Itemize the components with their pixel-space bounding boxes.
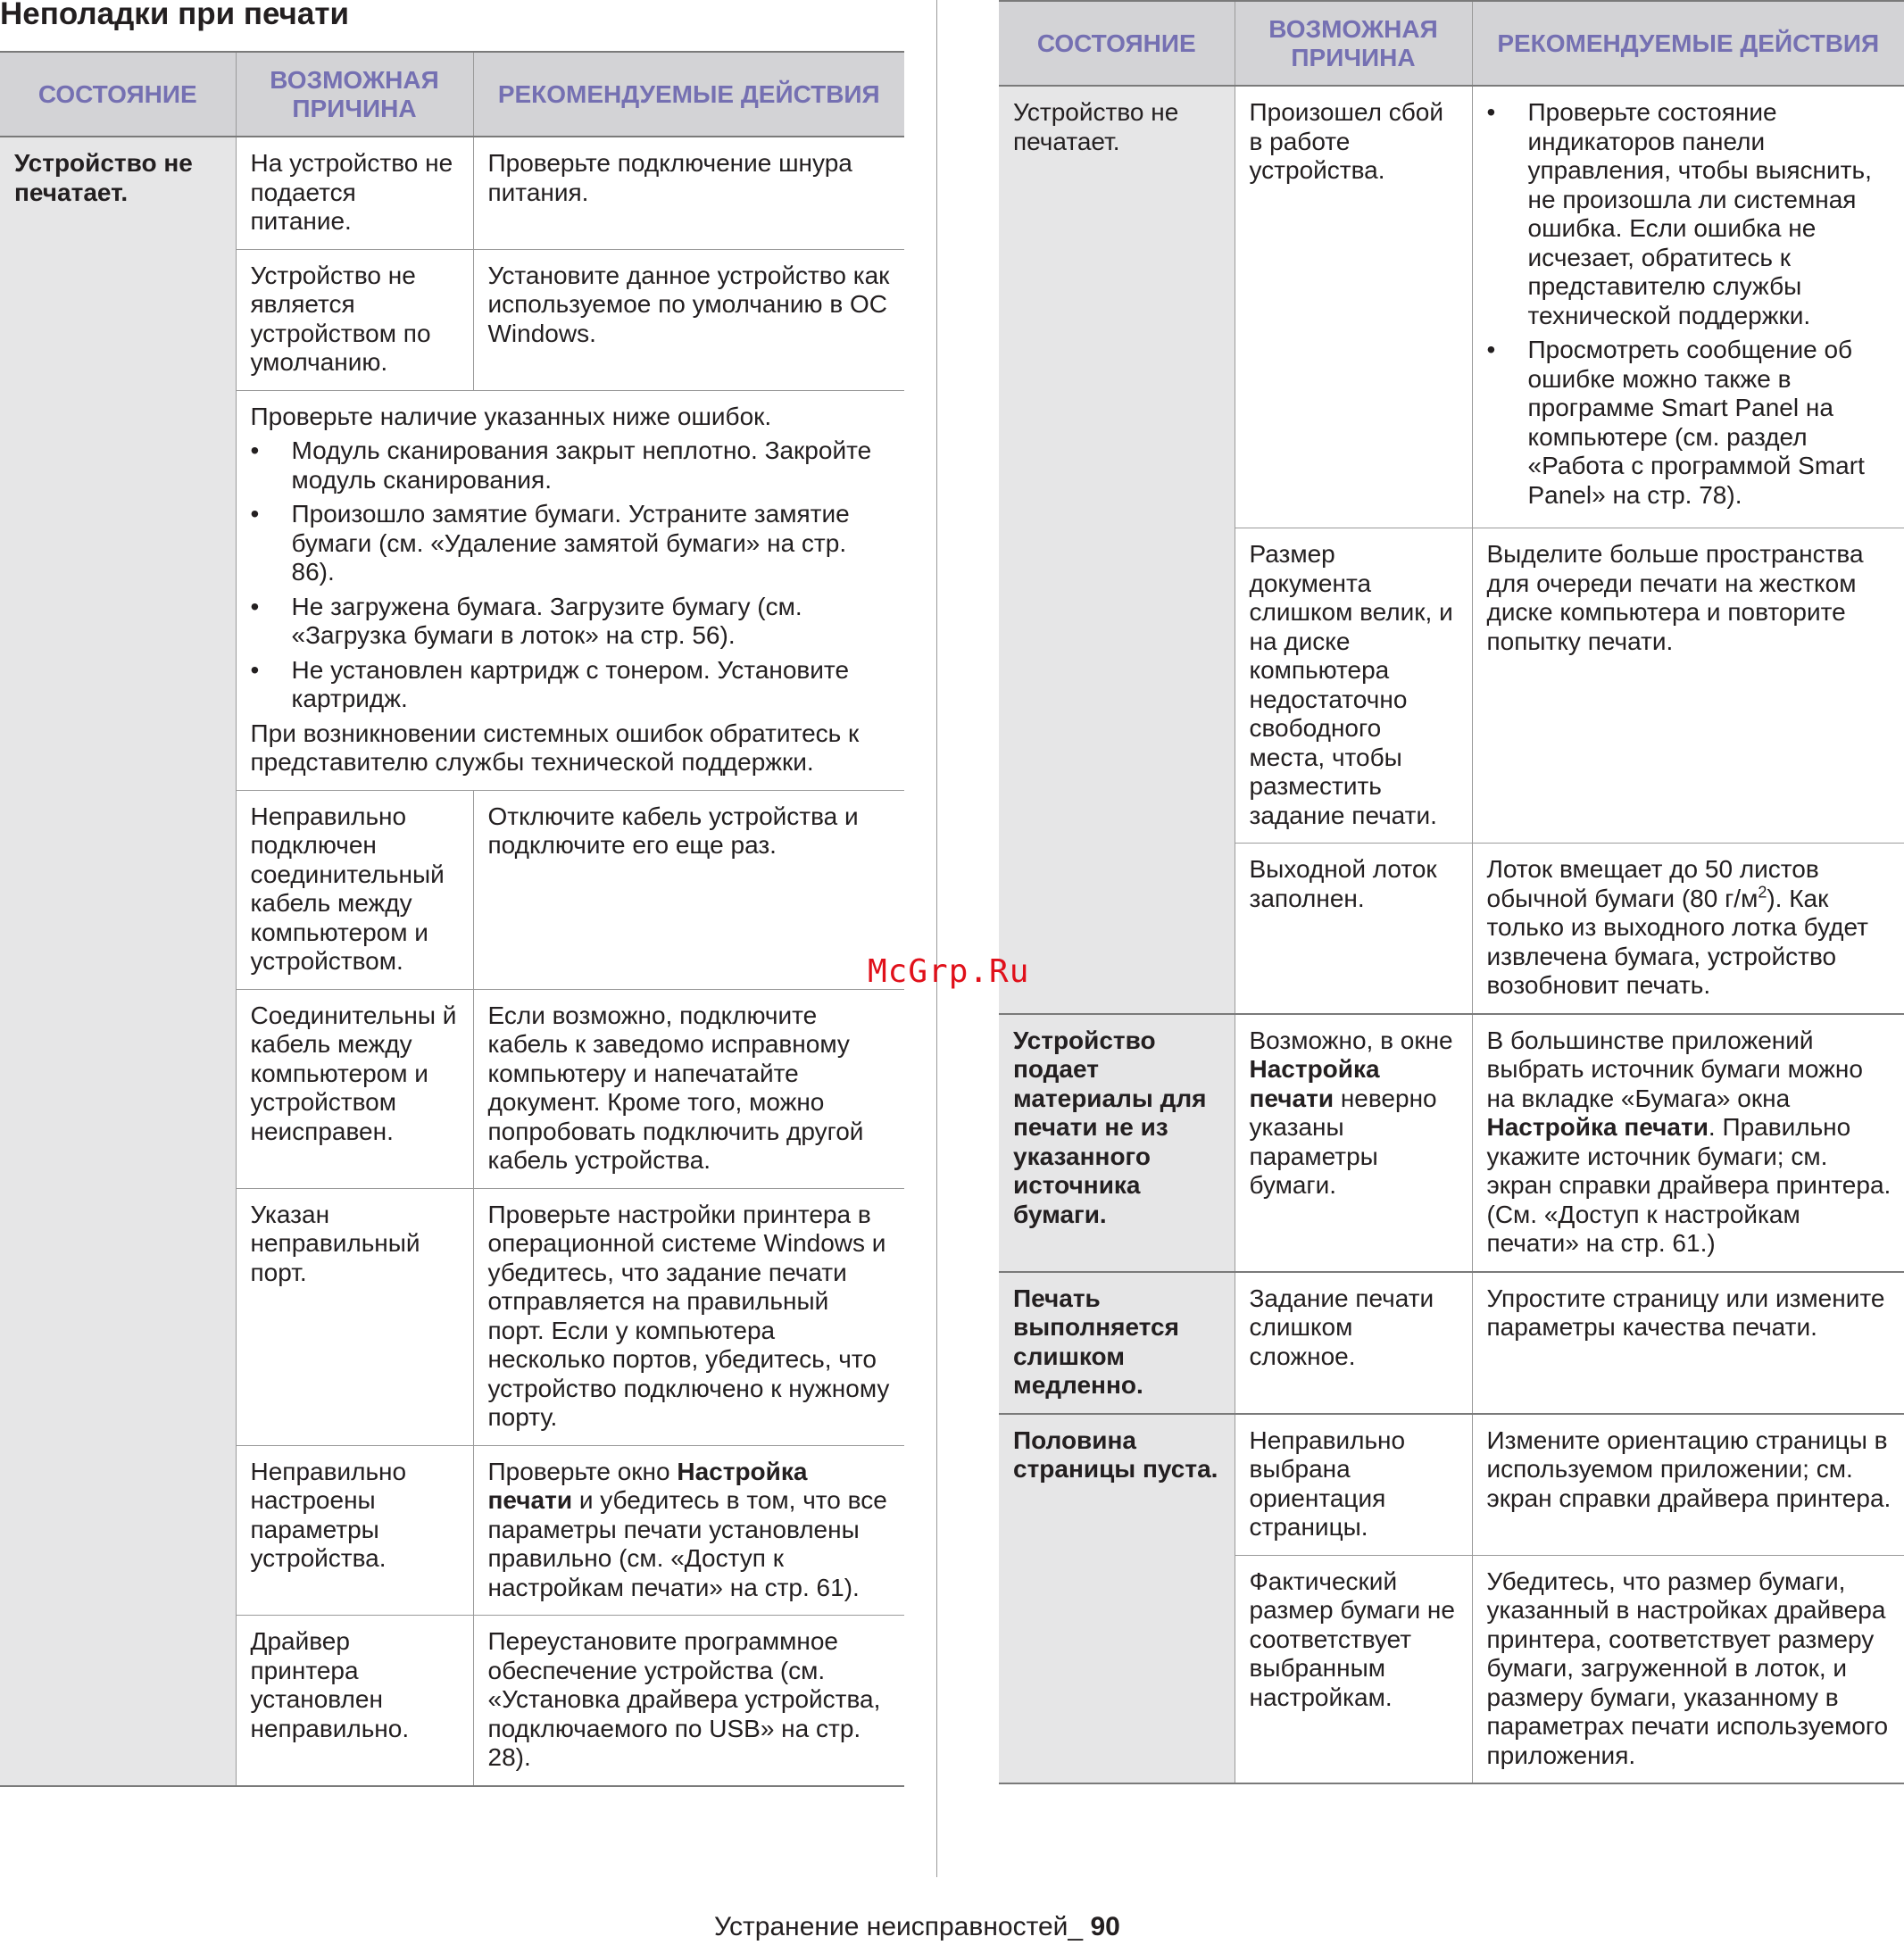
state-cell: Устройство не печатает.: [999, 86, 1235, 1014]
action-cell: [1472, 844, 1904, 1014]
header-cause: ВОЗМОЖНАЯ ПРИЧИНА: [1235, 1, 1472, 86]
errors-intro: Проверьте наличие указанных ниже ошибок.: [250, 402, 772, 430]
table-row: [999, 1414, 1904, 1556]
errors-outro: При возникновении системных ошибок обратитесь к представителю службы технической поддержки.: [250, 719, 860, 776]
cause-cell: Указан неправильный порт.: [236, 1188, 473, 1445]
list-item: • Произошло замятие бумаги. Устраните замятие бумаги (см. «Удаление замятой бумаги» на стр. 86).: [251, 500, 893, 587]
cause-cell: Задание печати слишком сложное.: [1235, 1272, 1472, 1414]
cause-cell: Неправильно подключен соединительный кабель между компьютером и устройством.: [236, 790, 473, 989]
page-footer: [714, 1912, 1120, 1942]
header-actions: РЕКОМЕНДУЕМЫЕ ДЕЙСТВИЯ: [1472, 1, 1904, 86]
list-item: • Не установлен картридж с тонером. Установите картридж.: [251, 656, 893, 714]
errors-list: [251, 436, 893, 714]
action-cell: Убедитесь, что размер бумаги, указанный в настройках драйвера принтера, соответствует размеру бумаги, загруженной в лоток, и размеру бумаги, указанному в параметрах печати используемого приложения.: [1472, 1555, 1904, 1783]
action-cell: Установите данное устройство как используемое по умолчанию в ОС Windows.: [473, 249, 904, 390]
cause-cell: На устройство не подается питание.: [236, 137, 473, 249]
dialog-name: Настройка печати: [1249, 1055, 1380, 1112]
action-cell: Переустановите программное обеспечение устройства (см. «Установка драйвера устройства, подключаемого по USB» на стр. 28).: [473, 1616, 904, 1786]
table-header-row: [0, 52, 904, 137]
header-actions: РЕКОМЕНДУЕМЫЕ ДЕЙСТВИЯ: [473, 52, 904, 137]
action-cell: [1472, 86, 1904, 528]
print-problems-table-right: [999, 0, 1904, 1784]
action-cell: Проверьте подключение шнура питания.: [473, 137, 904, 249]
dialog-name: Настройка печати: [487, 1457, 808, 1514]
action-cell: Выделите больше пространства для очереди печати на жестком диске компьютера и повторите попытку печати.: [1472, 528, 1904, 844]
action-text: . Правильно укажите источник бумаги; см. экран справки драйвера принтера. (См. «Доступ к настройкам печати» на стр. 61.): [1486, 1113, 1892, 1257]
action-text: и убедитесь в том, что все параметры печати установлены правильно (см. «Доступ к настройкам печати» на стр. 61).: [487, 1486, 887, 1601]
cause-cell: [1235, 1014, 1472, 1272]
cause-cell: Драйвер принтера установлен неправильно.: [236, 1616, 473, 1786]
action-cell: Отключите кабель устройства и подключите его еще раз.: [473, 790, 904, 989]
column-divider: [936, 0, 937, 1877]
print-problems-table-left: [0, 51, 904, 1787]
errors-cell: [236, 390, 904, 790]
header-state: СОСТОЯНИЕ: [0, 52, 236, 137]
table-row: [999, 86, 1904, 528]
footer-section: Устранение неисправностей_: [714, 1912, 1084, 1941]
list-item: • Не загружена бумага. Загрузите бумагу (см. «Загрузка бумаги в лоток» на стр. 56).: [251, 593, 893, 651]
action-cell: [1472, 1014, 1904, 1272]
cause-cell: Соединительны й кабель между компьютером и устройством неисправен.: [236, 989, 473, 1188]
state-cell: Печать выполняется слишком медленно.: [999, 1272, 1235, 1414]
cause-cell: Неправильно выбрана ориентация страницы.: [1235, 1414, 1472, 1556]
action-cell: Проверьте настройки принтера в операционной системе Windows и убедитесь, что задание печати отправляется на правильный порт. Если у компьютера несколько портов, убедитесь, что устройство подключено к нужному порту.: [473, 1188, 904, 1445]
table-row: [999, 1014, 1904, 1272]
page-number: 90: [1090, 1912, 1120, 1941]
watermark: McGrp.Ru: [868, 953, 1030, 990]
action-cell: [473, 1445, 904, 1616]
cause-cell: Выходной лоток заполнен.: [1235, 844, 1472, 1014]
dialog-name: Настройка печати: [1486, 1113, 1709, 1141]
cause-cell: Размер документа слишком велик, и на диске компьютера недостаточно свободного места, чтобы разместить задание печати.: [1235, 528, 1472, 844]
table-header-row: [999, 1, 1904, 86]
action-text: Проверьте окно: [487, 1457, 678, 1485]
action-cell: Упростите страницу или измените параметры качества печати.: [1472, 1272, 1904, 1414]
state-cell: Устройство подает материалы для печати не из указанного источника бумаги.: [999, 1014, 1235, 1272]
header-cause: ВОЗМОЖНАЯ ПРИЧИНА: [236, 52, 473, 137]
cause-cell: Устройство не является устройством по умолчанию.: [236, 249, 473, 390]
cause-text: неверно указаны параметры бумаги.: [1249, 1084, 1437, 1199]
action-text: ). Как только из выходного лотка будет извлечена бумага, устройство возобновит печать.: [1486, 884, 1868, 999]
table-row: [0, 137, 904, 249]
cause-cell: Неправильно настроены параметры устройства.: [236, 1445, 473, 1616]
state-cell: Половина страницы пуста.: [999, 1414, 1235, 1784]
action-cell: Измените ориентацию страницы в используемом приложении; см. экран справки драйвера принтера.: [1472, 1414, 1904, 1556]
cause-cell: Произошел сбой в работе устройства.: [1235, 86, 1472, 528]
header-state: СОСТОЯНИЕ: [999, 1, 1235, 86]
cause-cell: Фактический размер бумаги не соответствует выбранным настройкам.: [1235, 1555, 1472, 1783]
table-row: [999, 1272, 1904, 1414]
cause-text: Возможно, в окне: [1249, 1026, 1453, 1054]
action-cell: Если возможно, подключите кабель к заведомо исправному компьютеру и напечатайте документ. Кроме того, можно попробовать подключить другой кабель устройства.: [473, 989, 904, 1188]
action-text: В большинстве приложений выбрать источник бумаги можно на вкладке «Бумага» окна: [1486, 1026, 1863, 1112]
actions-list: [1487, 98, 1892, 510]
action-text: Лоток вмещает до 50 листов обычной бумаги (80 г/м: [1486, 855, 1819, 912]
list-item: • Проверьте состояние индикаторов панели управления, чтобы выяснить, не произошла ли системная ошибка. Если ошибка не исчезает, обратитесь к представителю службы технической поддержки.: [1487, 98, 1892, 330]
page-title: Неполадки при печати: [0, 0, 349, 31]
superscript: 2: [1758, 883, 1767, 902]
list-item: • Просмотреть сообщение об ошибке можно также в программе Smart Panel на компьютере (см. раздел «Работа с программой Smart Panel» на стр. 78).: [1487, 336, 1892, 510]
state-cell: Устройство не печатает.: [0, 137, 236, 1786]
list-item: • Модуль сканирования закрыт неплотно. Закройте модуль сканирования.: [251, 436, 893, 495]
